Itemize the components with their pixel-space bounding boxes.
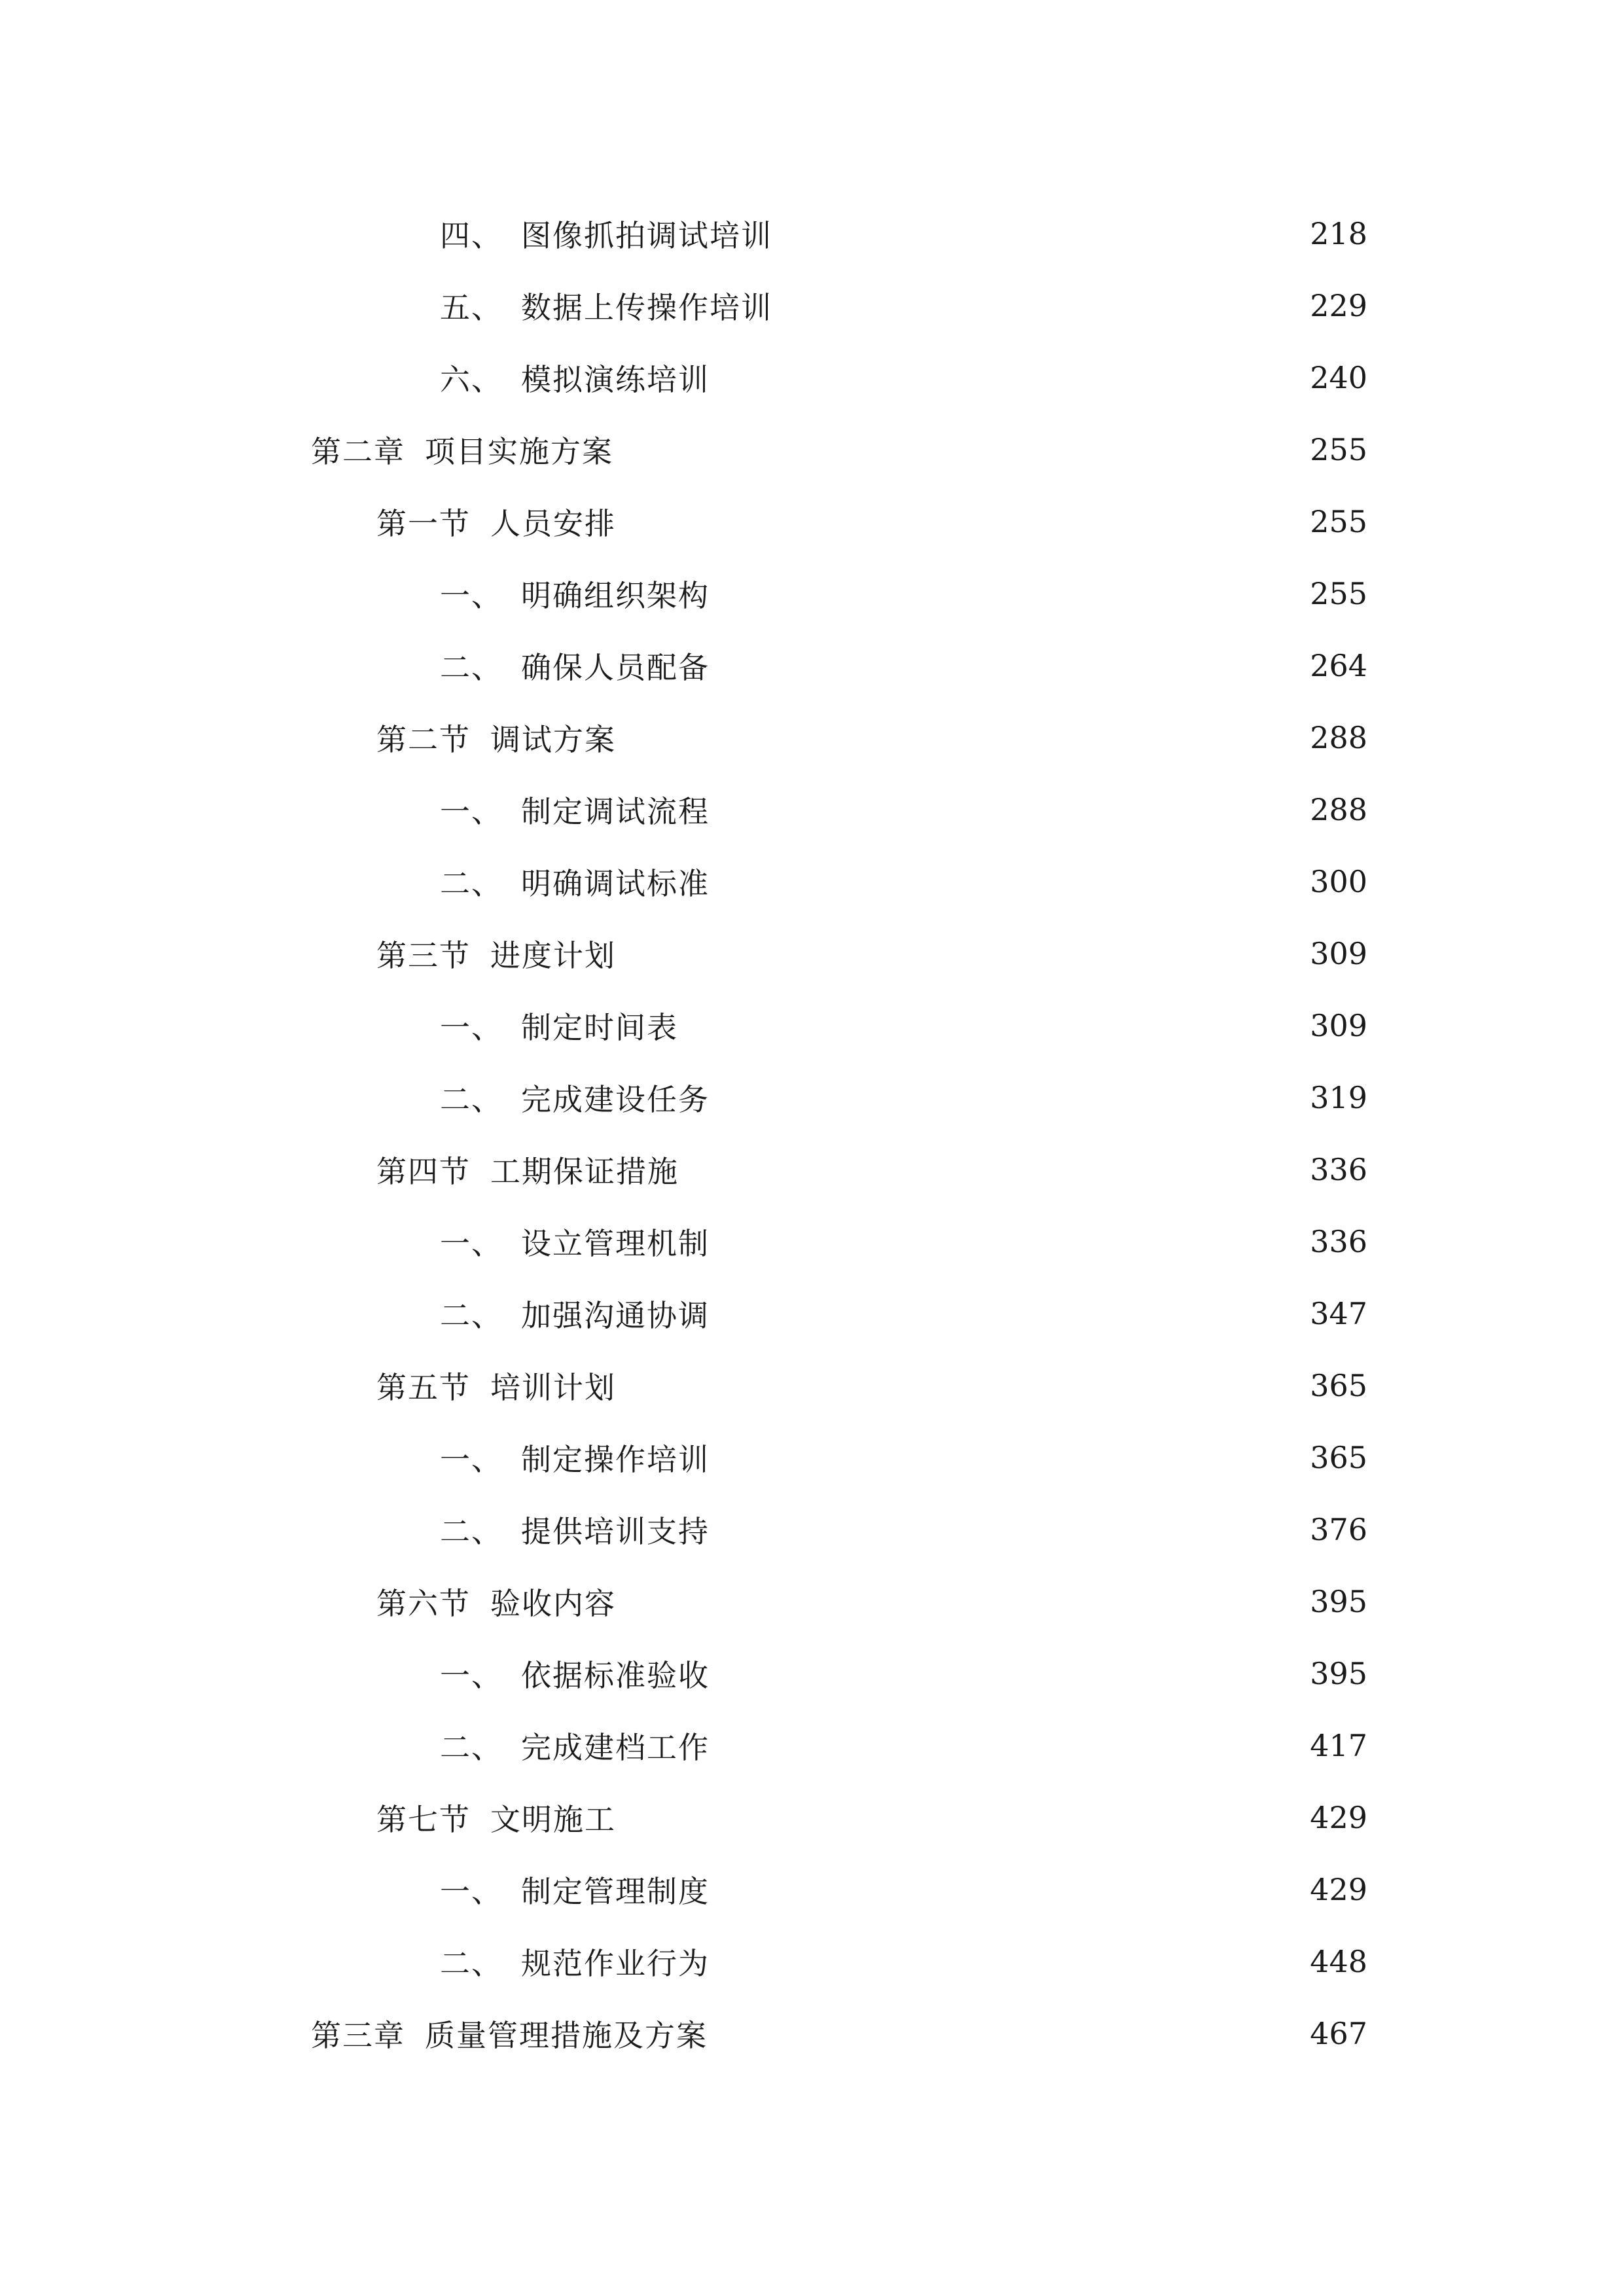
entry-page-number: 255 [1310,432,1367,467]
entry-number: 二、 [440,1298,503,1333]
entry-page-number: 448 [1310,1944,1367,1979]
dot-leader [625,1803,1289,1833]
entry-title: 图像抓拍调试培训 [521,218,772,253]
entry-number: 一、 [440,1874,503,1909]
entry-number: 第二章 [311,434,405,469]
entry-title: 完成建档工作 [521,1730,710,1765]
toc-entry[interactable] [0,342,1624,414]
entry-number: 第七节 [376,1802,471,1837]
dot-leader [719,651,1289,681]
dot-leader [687,1011,1289,1041]
entry-page-number: 395 [1310,1656,1367,1691]
toc-entry[interactable] [0,774,1624,846]
toc-entry[interactable] [0,1062,1624,1134]
entry-page-number: 365 [1310,1440,1367,1475]
entry-title: 制定调试流程 [521,794,710,829]
toc-entry-chapter[interactable] [0,1998,1624,2070]
entry-title: 加强沟通协调 [521,1298,710,1333]
entry-page-number: 309 [1310,1008,1367,1043]
dot-leader [719,1083,1289,1113]
toc-entry-section[interactable] [0,702,1624,774]
dot-leader [719,795,1289,825]
entry-title: 验收内容 [490,1586,616,1621]
dot-leader [625,507,1289,537]
toc-entry-section[interactable] [0,1134,1624,1206]
entry-number: 二、 [440,866,503,901]
entry-number: 第六节 [376,1586,471,1621]
toc-entry[interactable] [0,1710,1624,1782]
toc-entry-section[interactable] [0,1350,1624,1422]
toc-entry-section[interactable] [0,486,1624,558]
entry-page-number: 336 [1310,1152,1367,1187]
entry-page-number: 467 [1310,2016,1367,2051]
entry-page-number: 229 [1310,288,1367,323]
entry-title: 规范作业行为 [521,1946,710,1981]
dot-leader [623,435,1289,465]
entry-page-number: 300 [1310,864,1367,899]
entry-page-number: 319 [1310,1080,1367,1115]
entry-page-number: 264 [1310,648,1367,683]
toc-entry[interactable] [0,1422,1624,1494]
toc-entry[interactable] [0,630,1624,702]
entry-number: 一、 [440,578,503,613]
entry-title: 进度计划 [490,938,616,973]
entry-page-number: 347 [1310,1296,1367,1331]
entry-title: 制定操作培训 [521,1442,710,1477]
entry-page-number: 376 [1310,1512,1367,1547]
toc-entry[interactable] [0,270,1624,342]
entry-number: 一、 [440,1658,503,1693]
dot-leader [625,1587,1289,1617]
entry-title: 模拟演练培训 [521,362,710,397]
dot-leader [717,2018,1289,2049]
entry-page-number: 417 [1310,1728,1367,1763]
entry-title: 数据上传操作培训 [521,290,772,325]
dot-leader [719,1443,1289,1473]
entry-title: 项目实施方案 [425,434,613,469]
entry-number: 一、 [440,1442,503,1477]
toc-entry[interactable] [0,558,1624,630]
dot-leader [719,1299,1289,1329]
dot-leader [719,579,1289,609]
entry-number: 一、 [440,1010,503,1045]
entry-title: 制定时间表 [521,1010,678,1045]
entry-number: 第一节 [376,506,471,541]
entry-page-number: 288 [1310,720,1367,755]
table-of-contents [0,198,1624,2070]
dot-leader [719,1227,1289,1257]
entry-page-number: 240 [1310,360,1367,395]
dot-leader [719,867,1289,897]
entry-title: 设立管理机制 [521,1226,710,1261]
entry-page-number: 429 [1310,1800,1367,1835]
entry-title: 明确组织架构 [521,578,710,613]
entry-title: 质量管理措施及方案 [425,2018,708,2053]
entry-number: 四、 [440,218,503,253]
toc-entry[interactable] [0,198,1624,270]
toc-entry-section[interactable] [0,1566,1624,1638]
entry-page-number: 309 [1310,936,1367,971]
entry-title: 制定管理制度 [521,1874,710,1909]
entry-number: 二、 [440,1730,503,1765]
entry-page-number: 288 [1310,792,1367,827]
toc-entry[interactable] [0,1206,1624,1278]
entry-number: 二、 [440,1514,503,1549]
entry-page-number: 218 [1310,216,1367,251]
entry-page-number: 255 [1310,576,1367,611]
entry-number: 第三章 [311,2018,405,2053]
entry-title: 人员安排 [490,506,616,541]
toc-entry[interactable] [0,846,1624,918]
dot-leader [719,1659,1289,1689]
entry-title: 培训计划 [490,1370,616,1405]
toc-entry-section[interactable] [0,918,1624,990]
toc-entry[interactable] [0,1638,1624,1710]
entry-title: 明确调试标准 [521,866,710,901]
dot-leader [719,363,1289,393]
entry-page-number: 429 [1310,1872,1367,1907]
dot-leader [625,939,1289,969]
toc-entry-section[interactable] [0,1782,1624,1854]
dot-leader [782,219,1289,249]
entry-title: 文明施工 [490,1802,616,1837]
entry-number: 二、 [440,1082,503,1117]
entry-number: 第二节 [376,722,471,757]
entry-number: 二、 [440,650,503,685]
toc-entry[interactable] [0,1278,1624,1350]
entry-number: 第四节 [376,1154,471,1189]
dot-leader [719,1731,1289,1761]
entry-number: 二、 [440,1946,503,1981]
toc-entry[interactable] [0,990,1624,1062]
entry-number: 第五节 [376,1370,471,1405]
entry-title: 工期保证措施 [490,1154,679,1189]
dot-leader [719,1515,1289,1545]
dot-leader [688,1155,1289,1185]
toc-entry-chapter[interactable] [0,414,1624,486]
dot-leader [625,723,1289,753]
entry-number: 第三节 [376,938,471,973]
entry-number: 一、 [440,1226,503,1261]
entry-page-number: 395 [1310,1584,1367,1619]
toc-entry[interactable] [0,1494,1624,1566]
dot-leader [719,1946,1289,1977]
entry-title: 提供培训支持 [521,1514,710,1549]
dot-leader [625,1371,1289,1401]
entry-page-number: 365 [1310,1368,1367,1403]
entry-title: 确保人员配备 [521,650,710,685]
entry-title: 调试方案 [490,722,616,757]
dot-leader [782,291,1289,321]
entry-number: 六、 [440,362,503,397]
entry-title: 依据标准验收 [521,1658,710,1693]
dot-leader [719,1874,1289,1905]
entry-title: 完成建设任务 [521,1082,710,1117]
entry-page-number: 336 [1310,1224,1367,1259]
toc-entry[interactable] [0,1926,1624,1998]
entry-number: 一、 [440,794,503,829]
entry-page-number: 255 [1310,504,1367,539]
toc-entry[interactable] [0,1854,1624,1926]
entry-number: 五、 [440,290,503,325]
